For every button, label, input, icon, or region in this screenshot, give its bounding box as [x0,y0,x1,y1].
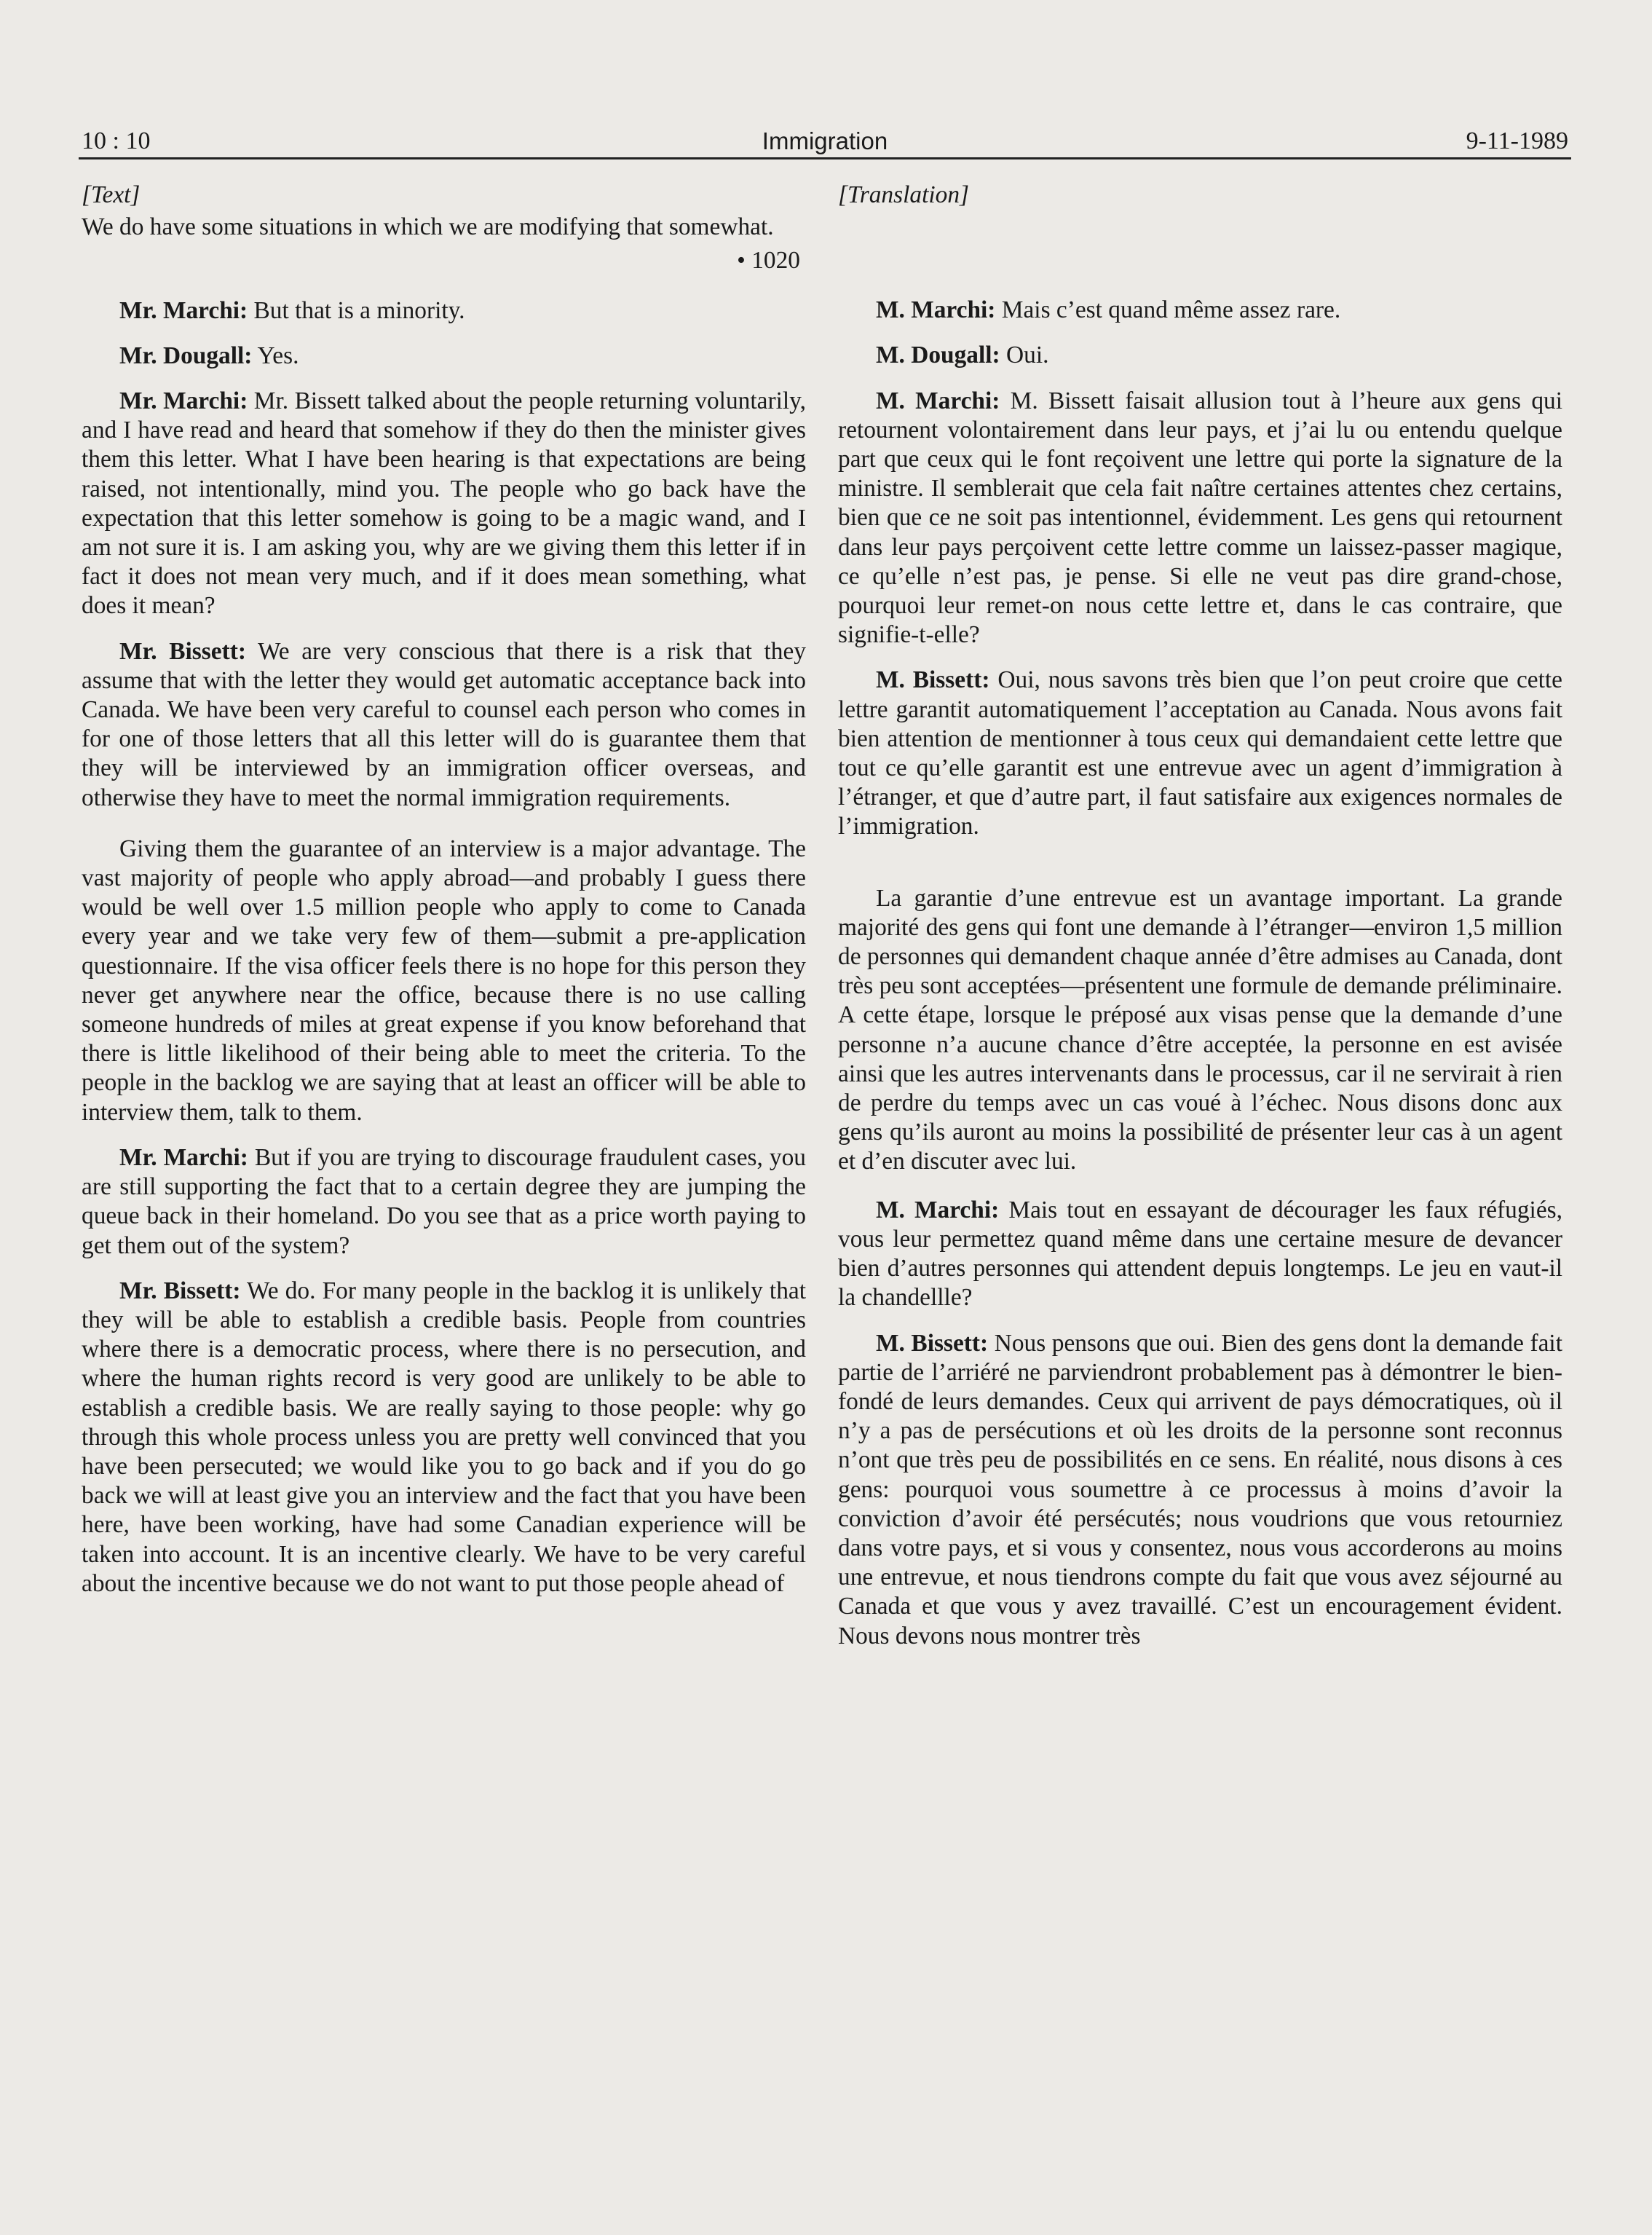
speech-text: Oui. [1000,342,1049,369]
speech-paragraph [838,1196,1562,1313]
speaker-name: M. Bissett: [876,1329,989,1357]
timestamp-marker: • 1020 [737,247,800,275]
speaker-name: M. Dougall: [876,342,1000,369]
speech-text: But if you are trying to discourage fraudulent cases, you are still supporting the fact that to a certain degree they are jumping the queue back in their homeland. Do you see that as a price worth paying to get them out of the system? [82,1143,806,1259]
speaker-name: Mr. Dougall: [119,342,253,369]
speaker-name: Mr. Marchi: [119,296,248,324]
speech-paragraph [82,296,806,326]
speaker-name: M. Marchi: [876,296,996,324]
speaker-name: M. Bissett: [876,666,990,694]
speaker-name: M. Marchi: [876,387,1000,414]
speech-text: We do. For many people in the backlog it is unlikely that they will be able to establish a credible basis. People from countries where there is a democratic process, where there is no persecution, and where the human rights record is very good are unlikely to be able to establish a credible basis. We are really saying to those people: why go through this whole process unless you are pretty well convinced that you have been persecuted; we would like you to go back and if you do go back we will at least give you an interview and the fact that you have been here, have been working, have had some Canadian experience will be taken into account. It is an incentive clearly. We have to be very careful about the incentive because we do not want to put those people ahead of [82,1277,806,1597]
page-number: 10 : 10 [82,127,151,154]
speech-text: Yes. [252,342,299,369]
speech-text: Giving them the guarantee of an interview is a major advantage. The vast majority of people who apply abroad—and probably I guess there would be well over 1.5 million people who apply to come to Canada every year and we take very few of them—submit a pre-application questionnaire. If the visa officer feels there is no hope for this person they never get anywhere near the office, because there is no use calling someone hundreds of miles at great expense if you know beforehand that there is little likelihood of their being able to meet the criteria. To the people in the backlog we are saying that at least an officer will be able to interview them, talk to them. [82,835,806,1126]
speech-text: Mais c’est quand même assez rare. [995,296,1341,324]
speech-paragraph [838,666,1562,841]
spacer [838,213,1562,296]
speaker-name: M. Marchi: [876,1196,1000,1223]
speech-text: We are very conscious that there is a risk that they assume that with the letter they would get automatic acceptance back into Canada. We have been very careful to counsel each person who comes in for one of those letters that all this letter will do is guarantee them that they will be interviewed by an immigration officer overseas, and otherwise they have to meet the normal immigration requirements. [82,637,807,811]
speech-paragraph [838,341,1562,370]
speech-paragraph [82,1277,806,1599]
column-tag: [Text] [82,181,141,208]
speaker-name: Mr. Bissett: [119,637,246,665]
speech-paragraph [838,387,1562,650]
speech-text: Oui, nous savons très bien que l’on peut croire que cette lettre garantit automatiquement l’acceptation au Canada. Nous avons fait bien attention de mentionner à tous ceux qui demandaient cette lettre que tout ce qu’elle garantit est une entrevue avec un agent d’immigration à l’étranger, et que d’autre part, il faut satisfaire aux exigences normales de l’immigration. [838,666,1562,840]
speaker-name: Mr. Bissett: [119,1277,241,1304]
speech-text: La garantie d’une entrevue est un avantage important. La grande majorité des gens qui font une demande à l’étranger—environ 1,5 million de personnes qui demandent chaque année d’être admises au Canada, dont très peu sont acceptées—présentent une formule de demande préliminaire. A cette étape, lorsque le préposé aux visas pense que la demande d’une personne n’a aucune chance d’être acceptée, la personne en est avisée ainsi que les autres intervenants dans le processus, car il ne servirait à rien de perdre du temps avec un cas voué à l’échec. Nous disons donc aux gens qu’ils auront au moins la possibilité de présenter leur cas à un agent et d’en discuter avec lui. [838,884,1562,1175]
speech-paragraph [82,637,806,813]
speech-paragraph [838,1329,1562,1651]
speech-paragraph [82,835,806,1127]
intro-paragraph: We do have some situations in which we are modifying that somewhat. [82,213,774,241]
speech-paragraph [838,884,1562,1177]
speech-text: Mr. Bissett talked about the people returning voluntarily, and I have read and heard that somehow if they do then the minister gives them this letter. What I have been hearing is that expectations are being raised, not intentionally, mind you. The people who go back have the expectation that this letter somehow is going to be a magic wand, and I am not sure it is. I am asking you, why are we giving them this letter if in fact it does not mean very much, and if it does mean something, what does it mean? [82,387,806,620]
speech-paragraph [82,342,806,371]
speech-text: Mais tout en essayant de décourager les faux réfugiés, vous leur permettez quand même dans une certaine mesure de devancer bien d’autres personnes qui attendent depuis longtemps. Le jeu en vaut-il la chandellle? [838,1196,1562,1312]
header-date: 9-11-1989 [1466,127,1568,154]
header-rule [79,157,1571,159]
english-column [82,181,806,1615]
speech-paragraph [82,387,806,621]
speech-text: Nous pensons que oui. Bien des gens dont la demande fait partie de l’arriéré ne parviendront probablement pas à démontrer le bien-fondé de leurs demandes. Ceux qui arrivent de pays démocratiques, où il n’y a pas de persécutions et où les droits de la personne sont reconnus n’ont que très peu de possibilités en ce sens. En réalité, nous disons à ces gens: pourquoi vous soumettre à ce processus à moins d’avoir la conviction d’avoir été persécutés; nous voudrions que vous retourniez dans votre pays, et si vous y consentez, nous vous accorderons au moins une entrevue, et nous tiendrons compte du fait que vous avez séjourné au Canada et que vous y avez travaillé. C’est un encouragement évident. Nous devons nous montrer très [838,1329,1562,1649]
speech-paragraph [82,1143,806,1261]
speaker-name: Mr. Marchi: [119,1143,248,1171]
column-tag: [Translation] [838,181,970,208]
speaker-name: Mr. Marchi: [119,387,248,415]
speech-paragraph [838,296,1562,325]
french-column [838,181,1562,1667]
speech-text: But that is a minority. [248,296,465,324]
running-title: Immigration [762,127,888,154]
english-paragraphs [82,296,806,1599]
page-header [82,122,1568,160]
french-paragraphs [838,296,1562,1651]
speech-text: M. Bissett faisait allusion tout à l’heure aux gens qui retournent volontairement dans leur pays, et j’ai lu ou entendu quelque part que ceux qui le font reçoivent une lettre qui porte la signature de la ministre. Il semblerait que cela fait naître certaines attentes chez certains, bien que ce ne soit pas intentionnel, évidemment. Les gens qui retournent dans leur pays perçoivent cette lettre comme un laissez-passer magique, ce qu’elle n’est pas, je pense. Si elle ne veut pas dire grand-chose, pourquoi leur remet-on nous cette lettre et, dans le cas contraire, que signifie-t-elle? [838,387,1562,649]
